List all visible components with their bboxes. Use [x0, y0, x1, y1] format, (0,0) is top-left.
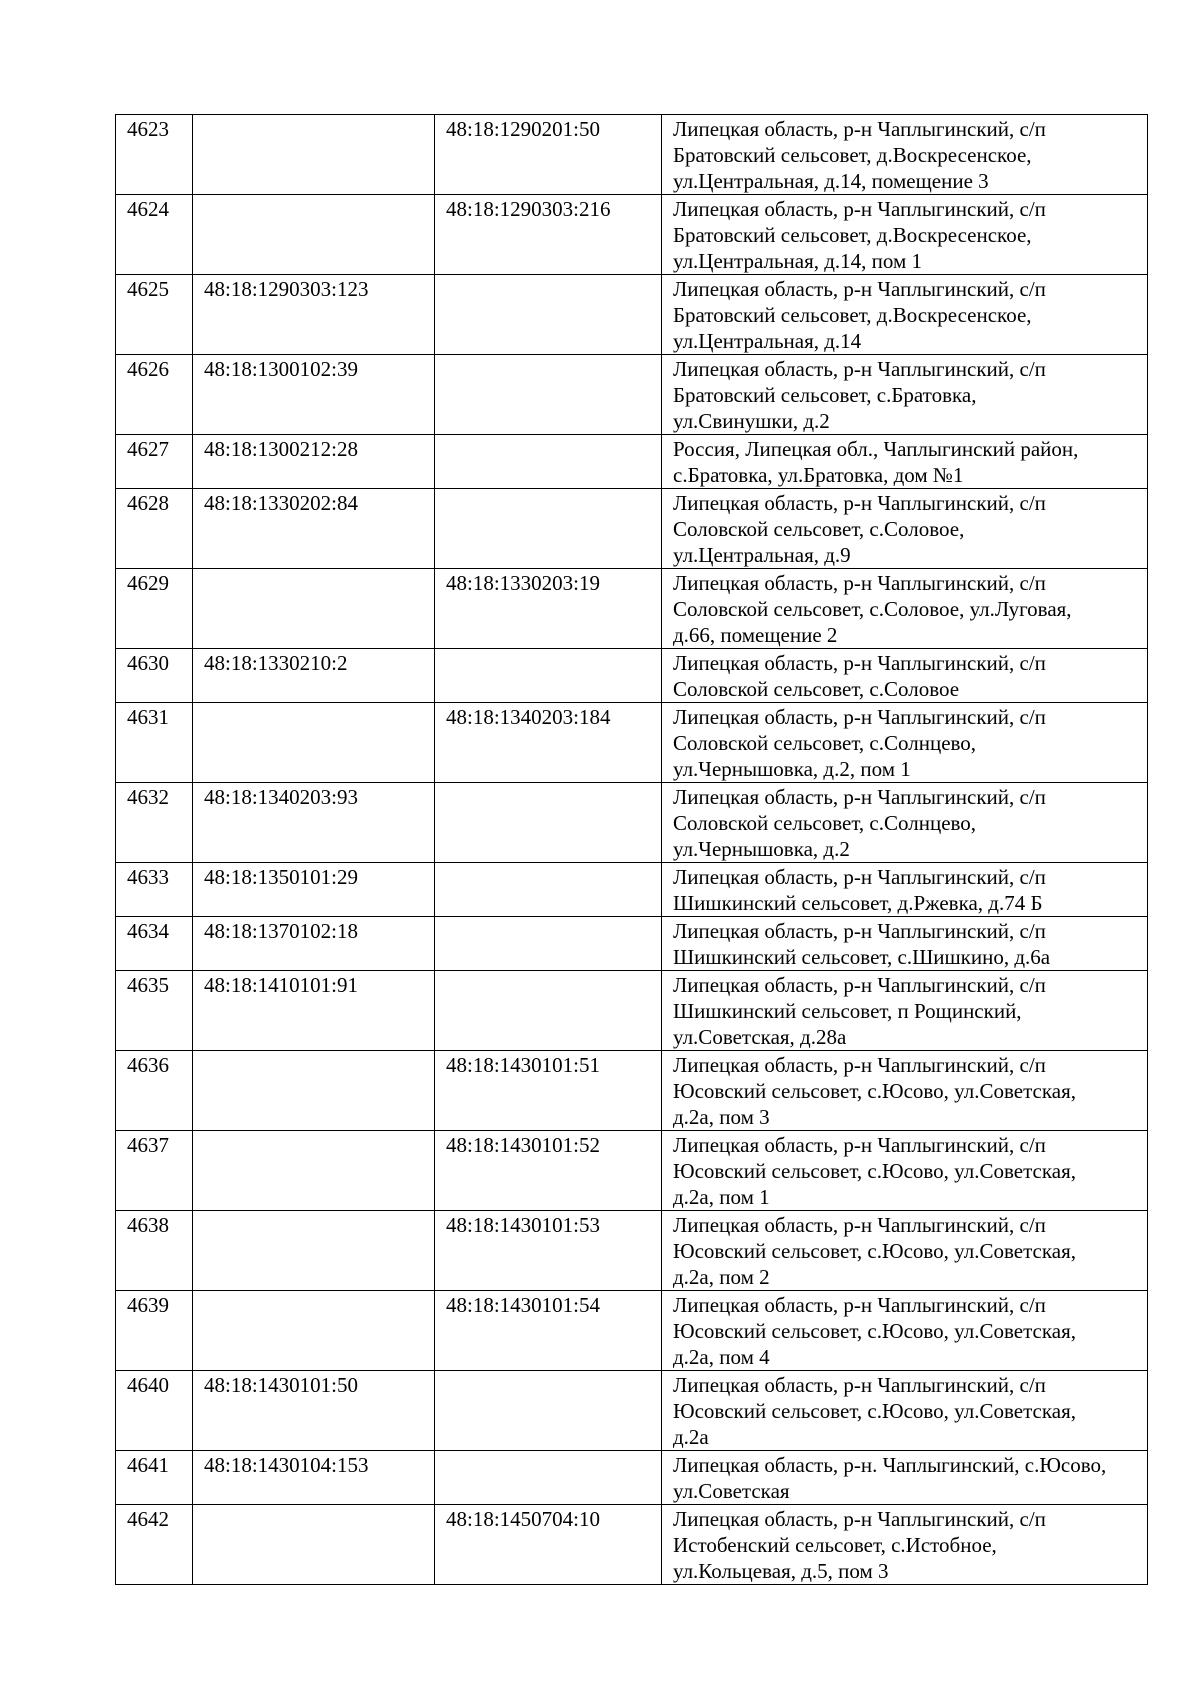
table-row	[116, 435, 1148, 489]
table-row	[116, 917, 1148, 971]
address-line: Братовский сельсовет, д.Воскресенское,	[673, 303, 1032, 327]
row-number-cell: 4640	[116, 1371, 193, 1451]
address-cell	[662, 275, 1148, 355]
address-line: Россия, Липецкая обл., Чаплыгинский район,	[673, 437, 1079, 461]
row-number-cell: 4638	[116, 1211, 193, 1291]
address-line: Шишкинский сельсовет, п Рощинский,	[673, 999, 1022, 1023]
row-number-cell: 4637	[116, 1131, 193, 1211]
address-line: ул.Центральная, д.14, помещение 3	[673, 169, 989, 193]
premises-number-cell: 48:18:1330203:19	[435, 569, 662, 649]
table-row	[116, 489, 1148, 569]
address-cell	[662, 649, 1148, 703]
address-line: ул.Советская, д.28а	[673, 1025, 847, 1049]
table-row	[116, 971, 1148, 1051]
row-number-cell: 4641	[116, 1451, 193, 1505]
premises-number-cell: 48:18:1430101:52	[435, 1131, 662, 1211]
address-line: д.2а, пом 3	[673, 1105, 770, 1129]
table-row	[116, 569, 1148, 649]
address-line: ул.Свинушки, д.2	[673, 409, 830, 433]
address-line: Липецкая область, р-н Чаплыгинский, с/п	[673, 1133, 1046, 1157]
address-line: Липецкая область, р-н Чаплыгинский, с/п	[673, 973, 1046, 997]
address-line: Липецкая область, р-н Чаплыгинский, с/п	[673, 117, 1046, 141]
cadastral-number-cell	[193, 1051, 435, 1131]
premises-number-cell	[435, 1371, 662, 1451]
premises-number-cell	[435, 783, 662, 863]
address-line: Юсовский сельсовет, с.Юсово, ул.Советская,	[673, 1319, 1076, 1343]
address-line: Братовский сельсовет, д.Воскресенское,	[673, 223, 1032, 247]
table-row	[116, 1505, 1148, 1585]
table-row	[116, 1451, 1148, 1505]
row-number-cell: 4635	[116, 971, 193, 1051]
address-line: ул.Кольцевая, д.5, пом 3	[673, 1559, 889, 1583]
premises-number-cell: 48:18:1290201:50	[435, 115, 662, 195]
address-line: Соловской сельсовет, с.Солнцево,	[673, 731, 977, 755]
premises-number-cell	[435, 435, 662, 489]
table-row	[116, 649, 1148, 703]
address-cell	[662, 703, 1148, 783]
cadastral-number-cell	[193, 1291, 435, 1371]
address-line: Липецкая область, р-н Чаплыгинский, с/п	[673, 651, 1046, 675]
cadastral-number-cell	[193, 195, 435, 275]
address-cell	[662, 783, 1148, 863]
premises-number-cell	[435, 275, 662, 355]
address-line: Липецкая область, р-н Чаплыгинский, с/п	[673, 1373, 1046, 1397]
table-row	[116, 115, 1148, 195]
table-row	[116, 863, 1148, 917]
cadastral-number-cell: 48:18:1340203:93	[193, 783, 435, 863]
cadastral-number-cell: 48:18:1370102:18	[193, 917, 435, 971]
cadastral-number-cell: 48:18:1300212:28	[193, 435, 435, 489]
row-number-cell: 4628	[116, 489, 193, 569]
address-line: ул.Чернышовка, д.2	[673, 837, 850, 861]
premises-number-cell: 48:18:1430101:51	[435, 1051, 662, 1131]
premises-number-cell	[435, 489, 662, 569]
table-row	[116, 355, 1148, 435]
address-cell	[662, 1505, 1148, 1585]
address-cell	[662, 435, 1148, 489]
address-cell	[662, 863, 1148, 917]
premises-number-cell	[435, 863, 662, 917]
address-line: Липецкая область, р-н Чаплыгинский, с/п	[673, 865, 1046, 889]
address-line: Липецкая область, р-н Чаплыгинский, с/п	[673, 785, 1046, 809]
address-line: Липецкая область, р-н Чаплыгинский, с/п	[673, 919, 1046, 943]
cadastral-number-cell	[193, 115, 435, 195]
row-number-cell: 4636	[116, 1051, 193, 1131]
table-row	[116, 1291, 1148, 1371]
address-cell	[662, 917, 1148, 971]
address-line: Шишкинский сельсовет, с.Шишкино, д.6а	[673, 945, 1051, 969]
address-line: Липецкая область, р-н Чаплыгинский, с/п	[673, 1213, 1046, 1237]
row-number-cell: 4626	[116, 355, 193, 435]
address-cell	[662, 971, 1148, 1051]
address-line: Соловской сельсовет, с.Соловое, ул.Луговая,	[673, 597, 1072, 621]
address-line: Истобенский сельсовет, с.Истобное,	[673, 1533, 997, 1557]
table-row	[116, 703, 1148, 783]
cadastral-number-cell	[193, 1211, 435, 1291]
address-line: Липецкая область, р-н. Чаплыгинский, с.Юсово,	[673, 1453, 1107, 1477]
address-line: д.2а, пом 4	[673, 1345, 770, 1369]
row-number-cell: 4627	[116, 435, 193, 489]
address-line: д.2а, пом 1	[673, 1185, 770, 1209]
premises-number-cell: 48:18:1290303:216	[435, 195, 662, 275]
address-cell	[662, 115, 1148, 195]
cadastral-number-cell: 48:18:1410101:91	[193, 971, 435, 1051]
row-number-cell: 4642	[116, 1505, 193, 1585]
address-line: Соловской сельсовет, с.Солнцево,	[673, 811, 977, 835]
address-line: Липецкая область, р-н Чаплыгинский, с/п	[673, 571, 1046, 595]
cadastral-number-cell	[193, 703, 435, 783]
address-line: с.Братовка, ул.Братовка, дом №1	[673, 463, 964, 487]
cadastral-number-cell: 48:18:1430104:153	[193, 1451, 435, 1505]
address-line: Юсовский сельсовет, с.Юсово, ул.Советская,	[673, 1079, 1076, 1103]
address-cell	[662, 1051, 1148, 1131]
table-row	[116, 1051, 1148, 1131]
table-row	[116, 783, 1148, 863]
address-cell	[662, 1291, 1148, 1371]
address-line: Липецкая область, р-н Чаплыгинский, с/п	[673, 197, 1046, 221]
address-line: Соловской сельсовет, с.Соловое,	[673, 517, 965, 541]
row-number-cell: 4634	[116, 917, 193, 971]
premises-number-cell: 48:18:1430101:53	[435, 1211, 662, 1291]
property-table	[115, 114, 1148, 1585]
address-line: Братовский сельсовет, с.Братовка,	[673, 383, 977, 407]
premises-number-cell	[435, 649, 662, 703]
premises-number-cell: 48:18:1340203:184	[435, 703, 662, 783]
premises-number-cell	[435, 1451, 662, 1505]
address-cell	[662, 195, 1148, 275]
premises-number-cell	[435, 917, 662, 971]
address-line: д.2а	[673, 1425, 709, 1449]
premises-number-cell: 48:18:1450704:10	[435, 1505, 662, 1585]
cadastral-number-cell	[193, 569, 435, 649]
address-line: ул.Центральная, д.14	[673, 329, 862, 353]
address-line: д.2а, пом 2	[673, 1265, 770, 1289]
address-line: ул.Центральная, д.14, пом 1	[673, 249, 923, 273]
address-cell	[662, 1131, 1148, 1211]
cadastral-number-cell: 48:18:1330210:2	[193, 649, 435, 703]
row-number-cell: 4639	[116, 1291, 193, 1371]
row-number-cell: 4630	[116, 649, 193, 703]
address-line: д.66, помещение 2	[673, 623, 838, 647]
address-line: Липецкая область, р-н Чаплыгинский, с/п	[673, 705, 1046, 729]
cadastral-number-cell: 48:18:1290303:123	[193, 275, 435, 355]
cadastral-number-cell: 48:18:1330202:84	[193, 489, 435, 569]
cadastral-number-cell: 48:18:1350101:29	[193, 863, 435, 917]
address-cell	[662, 355, 1148, 435]
cadastral-number-cell	[193, 1131, 435, 1211]
table-row	[116, 1131, 1148, 1211]
address-cell	[662, 1451, 1148, 1505]
table-row	[116, 195, 1148, 275]
address-line: Шишкинский сельсовет, д.Ржевка, д.74 Б	[673, 891, 1043, 915]
row-number-cell: 4633	[116, 863, 193, 917]
address-line: Липецкая область, р-н Чаплыгинский, с/п	[673, 1293, 1046, 1317]
address-line: Юсовский сельсовет, с.Юсово, ул.Советская,	[673, 1239, 1076, 1263]
address-cell	[662, 1371, 1148, 1451]
address-line: Юсовский сельсовет, с.Юсово, ул.Советская,	[673, 1159, 1076, 1183]
cadastral-number-cell	[193, 1505, 435, 1585]
address-line: Юсовский сельсовет, с.Юсово, ул.Советская,	[673, 1399, 1076, 1423]
address-line: Братовский сельсовет, д.Воскресенское,	[673, 143, 1032, 167]
address-line: Липецкая область, р-н Чаплыгинский, с/п	[673, 491, 1046, 515]
table-row	[116, 275, 1148, 355]
cadastral-number-cell: 48:18:1300102:39	[193, 355, 435, 435]
address-line: Липецкая область, р-н Чаплыгинский, с/п	[673, 357, 1046, 381]
table-row	[116, 1371, 1148, 1451]
address-line: Липецкая область, р-н Чаплыгинский, с/п	[673, 1053, 1046, 1077]
address-line: ул.Центральная, д.9	[673, 543, 851, 567]
address-line: Липецкая область, р-н Чаплыгинский, с/п	[673, 277, 1046, 301]
row-number-cell: 4632	[116, 783, 193, 863]
address-cell	[662, 489, 1148, 569]
premises-number-cell	[435, 355, 662, 435]
address-cell	[662, 569, 1148, 649]
address-cell	[662, 1211, 1148, 1291]
table-body	[116, 115, 1148, 1585]
address-line: ул.Чернышовка, д.2, пом 1	[673, 757, 911, 781]
table-row	[116, 1211, 1148, 1291]
row-number-cell: 4624	[116, 195, 193, 275]
address-line: Соловской сельсовет, с.Соловое	[673, 677, 960, 701]
address-line: Липецкая область, р-н Чаплыгинский, с/п	[673, 1507, 1046, 1531]
row-number-cell: 4625	[116, 275, 193, 355]
row-number-cell: 4629	[116, 569, 193, 649]
premises-number-cell	[435, 971, 662, 1051]
row-number-cell: 4631	[116, 703, 193, 783]
row-number-cell: 4623	[116, 115, 193, 195]
cadastral-number-cell: 48:18:1430101:50	[193, 1371, 435, 1451]
premises-number-cell: 48:18:1430101:54	[435, 1291, 662, 1371]
address-line: ул.Советская	[673, 1479, 790, 1503]
